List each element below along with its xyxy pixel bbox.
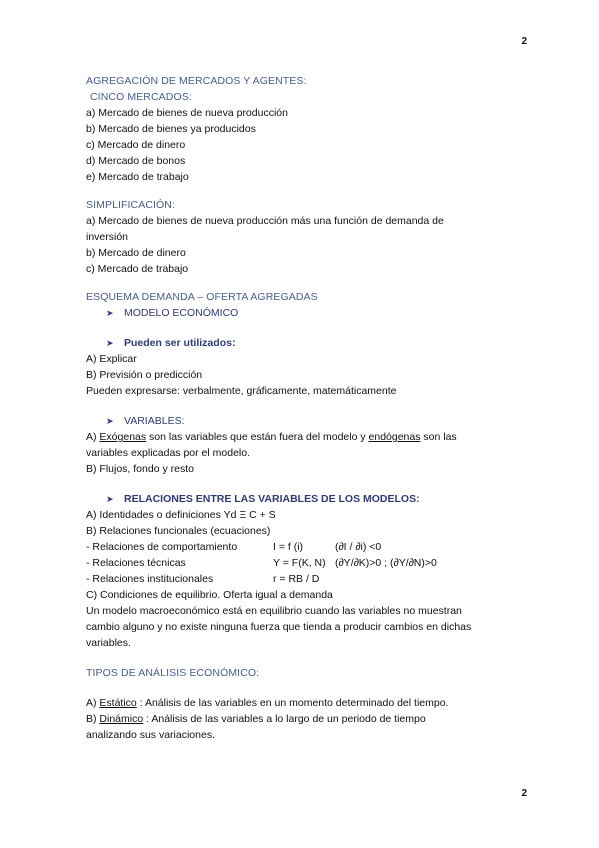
section-title-tipos: TIPOS DE ANÁLISIS ECONÓMICO: [86, 667, 260, 679]
relation-row [86, 539, 536, 555]
paragraph-line: cambio alguno y no existe ninguna fuerza que tienda a producir cambios en dichas [86, 621, 472, 633]
relation-equation: I = f (i) [273, 541, 304, 553]
paragraph-variables [86, 429, 536, 445]
list-item: b) Mercado de dinero [86, 247, 186, 259]
list-item-continuation: inversión [86, 231, 129, 243]
list-item: B) Flujos, fondo y resto [86, 463, 194, 475]
paragraph-continuation: analizando sus variaciones. [86, 729, 215, 741]
text-mid: son las variables que están fuera del modelo y [146, 431, 369, 443]
term-exogenas: Exógenas [99, 431, 147, 443]
bullet-label: VARIABLES: [124, 415, 185, 427]
page-number-bottom: 2 [521, 788, 527, 799]
list-item: d) Mercado de bonos [86, 155, 186, 167]
relation-equation: r = RB / D [273, 573, 320, 585]
list-item: B) Relaciones funcionales (ecuaciones) [86, 525, 271, 537]
section-title-esquema: ESQUEMA DEMANDA – OFERTA AGREGADAS [86, 291, 318, 303]
text-prefix: B) [86, 713, 100, 725]
term-dinamico: Dinámico [99, 713, 144, 725]
text-definition: : Análisis de las variables a lo largo de un periodo de tiempo [143, 713, 426, 725]
analysis-item-estatico [86, 695, 536, 711]
list-item: C) Condiciones de equilibrio. Oferta igual a demanda [86, 589, 333, 601]
arrowhead-bullet-icon: ➤ [106, 494, 114, 504]
relation-label: - Relaciones institucionales [86, 573, 214, 585]
term-estatico: Estático [99, 697, 137, 709]
paragraph-line: variables. [86, 637, 131, 649]
list-item: c) Mercado de trabajo [86, 263, 189, 275]
relation-row [86, 555, 536, 571]
list-item: a) Mercado de bienes de nueva producción [86, 107, 288, 119]
list-item: A) Identidades o definiciones Yd Ξ C + S [86, 509, 276, 521]
list-item: A) Explicar [86, 353, 137, 365]
section-subtitle-mercados: CINCO MERCADOS: [90, 91, 192, 103]
section-title-simplificacion: SIMPLIFICACIÓN: [86, 199, 176, 211]
paragraph: Pueden expresarse: verbalmente, gráficamente, matemáticamente [86, 385, 397, 397]
relation-equation: Y = F(K, N) [273, 557, 326, 569]
paragraph-continuation: variables explicadas por el modelo. [86, 447, 251, 459]
list-item: a) Mercado de bienes de nueva producción más una función de demanda de [86, 215, 444, 227]
bullet-relaciones [86, 491, 536, 507]
relation-row [86, 571, 536, 587]
bullet-label: Pueden ser utilizados: [124, 337, 236, 349]
list-item: c) Mercado de dinero [86, 139, 186, 151]
paragraph-line: Un modelo macroeconómico está en equilibrio cuando las variables no muestran [86, 605, 462, 617]
list-item: B) Previsión o predicción [86, 369, 203, 381]
relation-derivative: (∂I / ∂i) <0 [335, 541, 382, 553]
analysis-item-dinamico [86, 711, 536, 727]
bullet-variables [86, 413, 536, 429]
text-prefix: A) [86, 431, 100, 443]
list-item: b) Mercado de bienes ya producidos [86, 123, 256, 135]
bullet-utilizados [86, 335, 536, 351]
arrowhead-bullet-icon: ➤ [106, 338, 114, 348]
arrowhead-bullet-icon: ➤ [106, 308, 114, 318]
text-prefix: A) [86, 697, 100, 709]
bullet-label: MODELO ECONÓMICO [124, 307, 239, 319]
relation-derivative: (∂Y/∂K)>0 ; (∂Y/∂N)>0 [335, 557, 437, 569]
relation-label: - Relaciones técnicas [86, 557, 186, 569]
text-definition: : Análisis de las variables en un momento determinado del tiempo. [136, 697, 449, 709]
text-suffix: son las [420, 431, 457, 443]
term-endogenas: endógenas [368, 431, 421, 443]
relation-label: - Relaciones de comportamiento [86, 541, 238, 553]
section-title-agregacion: AGREGACIÓN DE MERCADOS Y AGENTES: [86, 75, 307, 87]
page-number-top: 2 [521, 36, 527, 47]
bullet-label: RELACIONES ENTRE LAS VARIABLES DE LOS MODELOS: [124, 493, 420, 505]
list-item: e) Mercado de trabajo [86, 171, 189, 183]
bullet-modelo [86, 305, 536, 321]
document-body [86, 73, 536, 743]
arrowhead-bullet-icon: ➤ [106, 416, 114, 426]
